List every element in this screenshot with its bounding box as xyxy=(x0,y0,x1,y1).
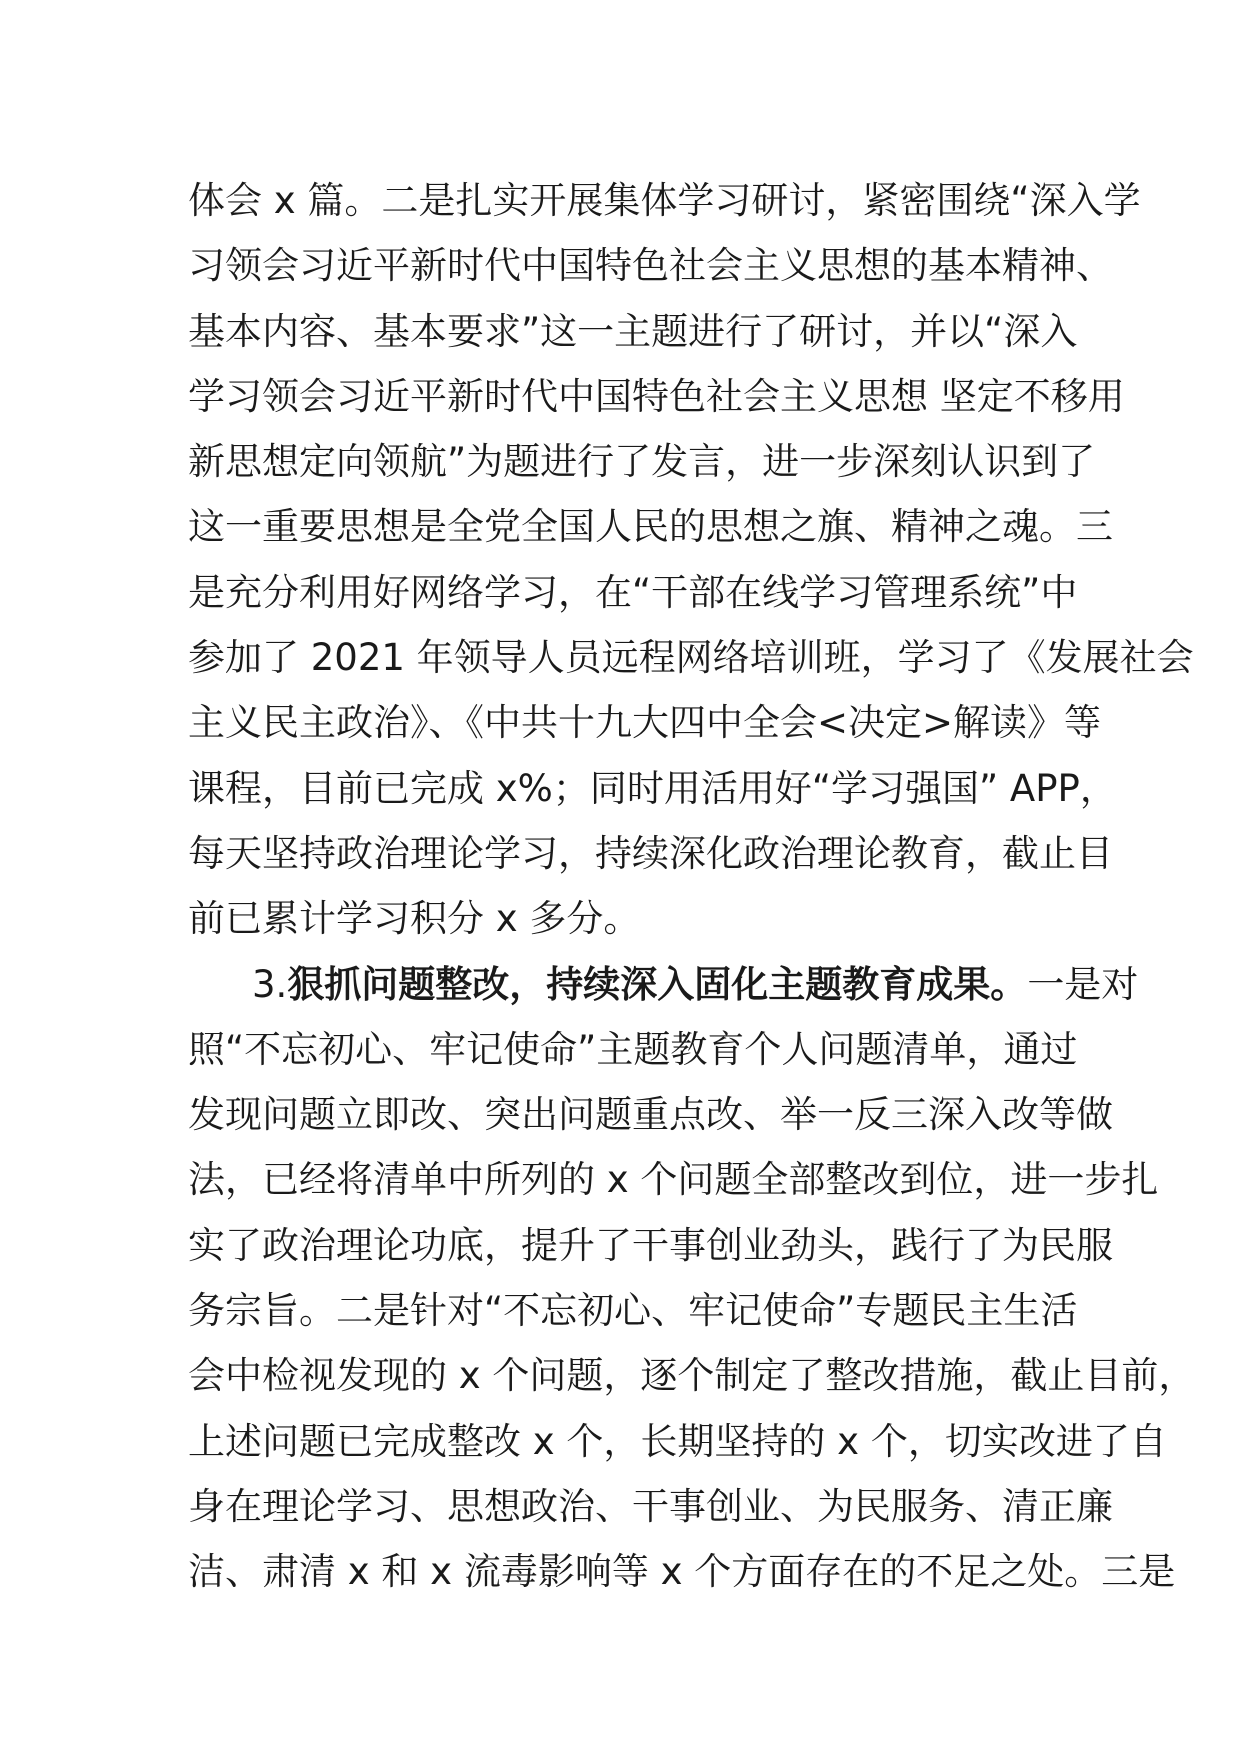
paragraph-line: 体会 x 篇。二是扎实开展集体学习研讨，紧密围绕“深入学 xyxy=(188,179,1141,222)
paragraph-line: 洁、肃清 x 和 x 流毒影响等 x 个方面存在的不足之处。三是 xyxy=(188,1550,1176,1594)
paragraph-line: 这一重要思想是全党全国人民的思想之旗、精神之魂。三 xyxy=(188,505,1113,549)
paragraph-line: 实了政治理论功底，提升了干事创业劲头，践行了为民服 xyxy=(188,1223,1113,1267)
paragraph-line: 上述问题已完成整改 x 个，长期坚持的 x 个，切实改进了自 xyxy=(188,1419,1167,1463)
paragraph-line: 习领会习近平新时代中国特色社会主义思想的基本精神、 xyxy=(188,244,1113,288)
paragraph-line: 照“不忘初心、牢记使命”主题教育个人问题清单，通过 xyxy=(188,1027,1078,1071)
paragraph-line: 法，已经将清单中所列的 x 个问题全部整改到位，进一步扎 xyxy=(188,1158,1159,1202)
paragraph-line: 参加了 2021 年领导人员远程网络培训班，学习了《发展社会 xyxy=(188,636,1194,680)
paragraph-line: 会中检视发现的 x 个问题，逐个制定了整改措施，截止目前， xyxy=(188,1354,1196,1398)
paragraph-line: 是充分利用好网络学习，在“干部在线学习管理系统”中 xyxy=(188,570,1078,614)
paragraph-line: 主义民主政治》、《中共十九大四中全会<决定>解读》等 xyxy=(188,701,1102,745)
section-number: 3. xyxy=(252,962,288,1006)
section-heading: 狠抓问题整改，持续深入固化主题教育成果。 xyxy=(287,962,1028,1006)
section-first-line-text: 一是对 xyxy=(1027,962,1139,1006)
document-body xyxy=(188,168,1196,1605)
paragraph-line: 务宗旨。二是针对“不忘初心、牢记使命”专题民主生活 xyxy=(188,1289,1078,1333)
paragraph-line: 身在理论学习、思想政治、干事创业、为民服务、清正廉 xyxy=(188,1484,1113,1528)
paragraph-line: 发现问题立即改、突出问题重点改、举一反三深入改等做 xyxy=(188,1093,1113,1137)
paragraph-line: 课程，目前已完成 x%；同时用活用好“学习强国” APP， xyxy=(188,766,1117,810)
paragraph-line: 新思想定向领航”为题进行了发言，进一步深刻认识到了 xyxy=(188,440,1096,484)
paragraph-line: 每天坚持政治理论学习，持续深化政治理论教育，截止目 xyxy=(188,831,1113,875)
section-3-first-line xyxy=(188,952,1139,1017)
paragraph-line: 前已累计学习积分 x 多分。 xyxy=(188,897,641,941)
paragraph-line: 基本内容、基本要求”这一主题进行了研讨，并以“深入 xyxy=(188,309,1078,353)
paragraph-line: 学习领会习近平新时代中国特色社会主义思想 坚定不移用 xyxy=(188,374,1125,418)
